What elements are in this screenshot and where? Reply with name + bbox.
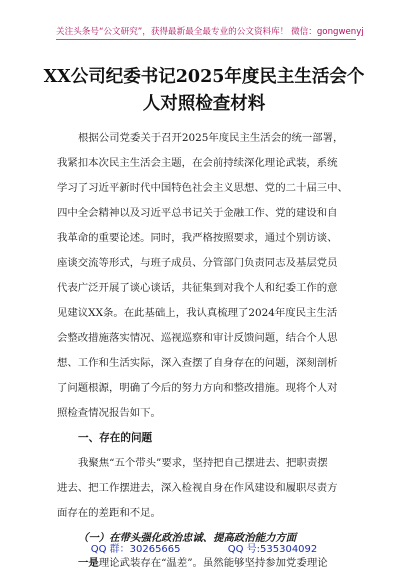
paragraph1-line: 代表广泛开展了谈心谈话，共征集到对我个人和纪委工作的意 — [57, 282, 338, 294]
footer-contact — [0, 540, 408, 555]
paragraph1-line: 想、工作和生活实际，深入查摆了自身存在的问题，深刻剖析 — [57, 357, 338, 369]
paragraph1-line: 我革命的重要论述。同时，我严格按照要求，通过个别访谈、 — [57, 232, 338, 244]
paragraph1-line: 我紧扣本次民主生活会主题，在会前持续深化理论武装，系统 — [57, 157, 338, 169]
paragraph1-line: 根据公司党委关于召开2025年度民主生活会的统一部署， — [78, 132, 344, 144]
paragraph2-line: 进去、把工作摆进去，深入检视自身在作风建设和履职尽责方 — [57, 482, 338, 494]
paragraph1-line: 座谈交流等形式，与班子成员、分管部门负责同志及基层党员 — [57, 257, 338, 269]
document-title-line1: XX公司纪委书记2025年度民主生活会个 — [43, 67, 365, 87]
footer-qq-number: QQ 号:535304092 — [227, 544, 318, 555]
paragraph3-line — [78, 555, 328, 571]
paragraph1-line: 四中全会精神以及习近平总书记关于金融工作、党的建设和自 — [57, 207, 338, 219]
paragraph2-line: 面存在的差距和不足。 — [57, 507, 161, 519]
paragraph2-line: 我聚焦“五个带头”要求，坚持把自己摆进去、把职责摆 — [78, 457, 328, 469]
paragraph1-line: 了问题根源，明确了今后的努力方向和整改措施。现将个人对 — [57, 382, 338, 394]
paragraph1-line: 学习了习近平新时代中国特色社会主义思想、党的二十届三中、 — [57, 182, 348, 194]
paragraph3-text: 理论武装存在“温差”。虽然能够坚持参加党委理论 — [98, 557, 328, 569]
paragraph1-line: 照检查情况报告如下。 — [57, 407, 161, 419]
paragraph3-lead: 一是 — [78, 557, 99, 569]
section-heading: 一、存在的问题 — [78, 432, 153, 444]
header-divider — [56, 39, 356, 40]
document-title-line2: 人对照检查材料 — [142, 94, 266, 114]
subsection-heading: （一）在带头强化政治忠诚、提高政治能力方面 — [78, 532, 297, 544]
paragraph1-line: 会整改措施落实情况、巡视巡察和审计反馈问题，结合个人思 — [57, 332, 338, 344]
footer-qq-group: QQ 群：30265665 — [90, 544, 181, 555]
header-notice: 关注头条号“公文研究”，获得最新最全最专业的公文资料库！ 微信：gongwenyj — [56, 27, 364, 37]
paragraph1-line: 见建议XX条。在此基础上，我认真梳理了2024年度民主生活 — [57, 307, 338, 319]
header-banner — [56, 26, 364, 46]
